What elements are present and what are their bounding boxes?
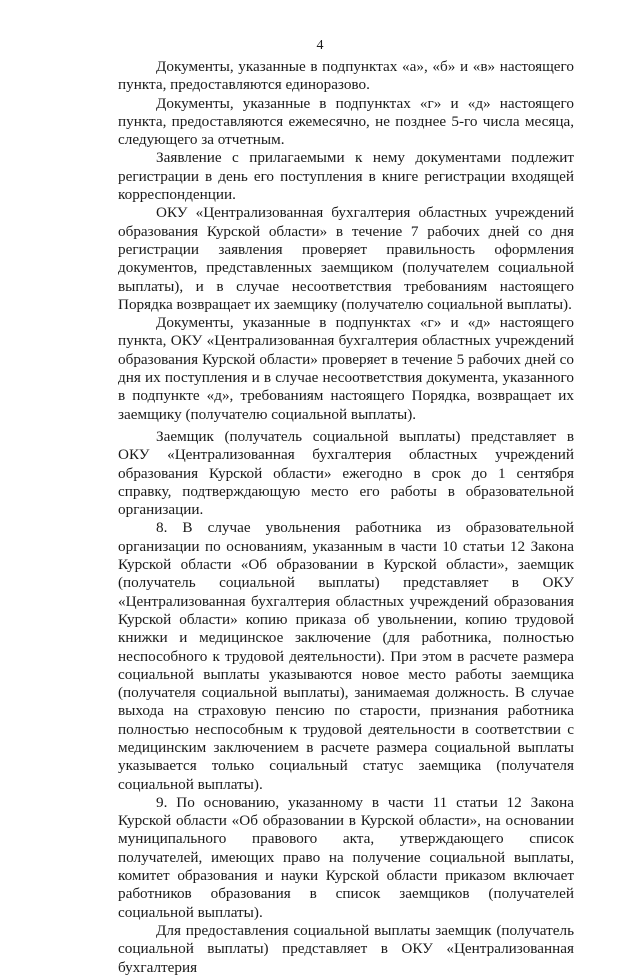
paragraph-section-8: 8. В случае увольнения работника из образовательной организации по основаниям, указанным в части 10 статьи 12 Закона Курской области «Об образовании в Курской области», заемщик (получатель социальной выплаты) представляет в ОКУ «Централизованная бухгалтерия областных учреждений образования Курской области» копию приказа об увольнении, копию трудовой книжки и медицинское заключение (для работника, полностью неспособного к трудовой деятельности). При этом в расчете размера социальной выплаты указываются новое место работы заемщика (получателя социальной выплаты), занимаемая должность. В случае выхода на страховую пенсию по старости, признания работника полностью неспособным к трудовой деятельности в соответствии с медицинским заключением в расчете размера социальной выплаты указывается только социальный статус заемщика (получателя социальной выплаты). <box>118 519 574 793</box>
paragraph: Документы, указанные в подпунктах «г» и «д» настоящего пункта, ОКУ «Централизованная бухгалтерия областных учреждений образования Курской области» проверяет в течение 5 рабочих дней со дня их поступления и в случае несоответствия документа, указанного в подпункте «д», требованиям настоящего Порядка, возвращает их заемщику (получателю социальной выплаты). <box>118 314 574 423</box>
page-number: 4 <box>316 38 324 53</box>
paragraph-section-9: 9. По основанию, указанному в части 11 статьи 12 Закона Курской области «Об образовании в Курской области», на основании муниципального правового акта, утверждающего список получателей, имеющих право на получение социальной выплаты, комитет образования и науки Курской области приказом включает работников образования в список заемщиков (получателей социальной выплаты). <box>118 793 574 921</box>
paragraph: Документы, указанные в подпунктах «а», «б» и «в» настоящего пункта, предоставляются единоразово. <box>118 58 574 94</box>
document-body <box>118 58 574 977</box>
paragraph: Для предоставления социальной выплаты заемщик (получатель социальной выплаты) представляет в ОКУ «Централизованная бухгалтерия <box>118 921 574 976</box>
paragraph: Документы, указанные в подпунктах «г» и «д» настоящего пункта, предоставляются ежемесячно, не позднее 5-го числа месяца, следующего за отчетным. <box>118 94 574 149</box>
paragraph: ОКУ «Централизованная бухгалтерия областных учреждений образования Курской области» в течение 7 рабочих дней со дня регистрации заявления проверяет правильность оформления документов, представленных заемщиком (получателем социальной выплаты), и в случае несоответствия требованиям настоящего Порядка возвращает их заемщику (получателю социальной выплаты). <box>118 204 574 313</box>
paragraph: Заемщик (получатель социальной выплаты) представляет в ОКУ «Централизованная бухгалтерия областных учреждений образования Курской области» ежегодно в срок до 1 сентября справку, подтверждающую место его работы в образовательной организации. <box>118 427 574 519</box>
paragraph: Заявление с прилагаемыми к нему документами подлежит регистрации в день его поступления в книге регистрации входящей корреспонденции. <box>118 149 574 204</box>
